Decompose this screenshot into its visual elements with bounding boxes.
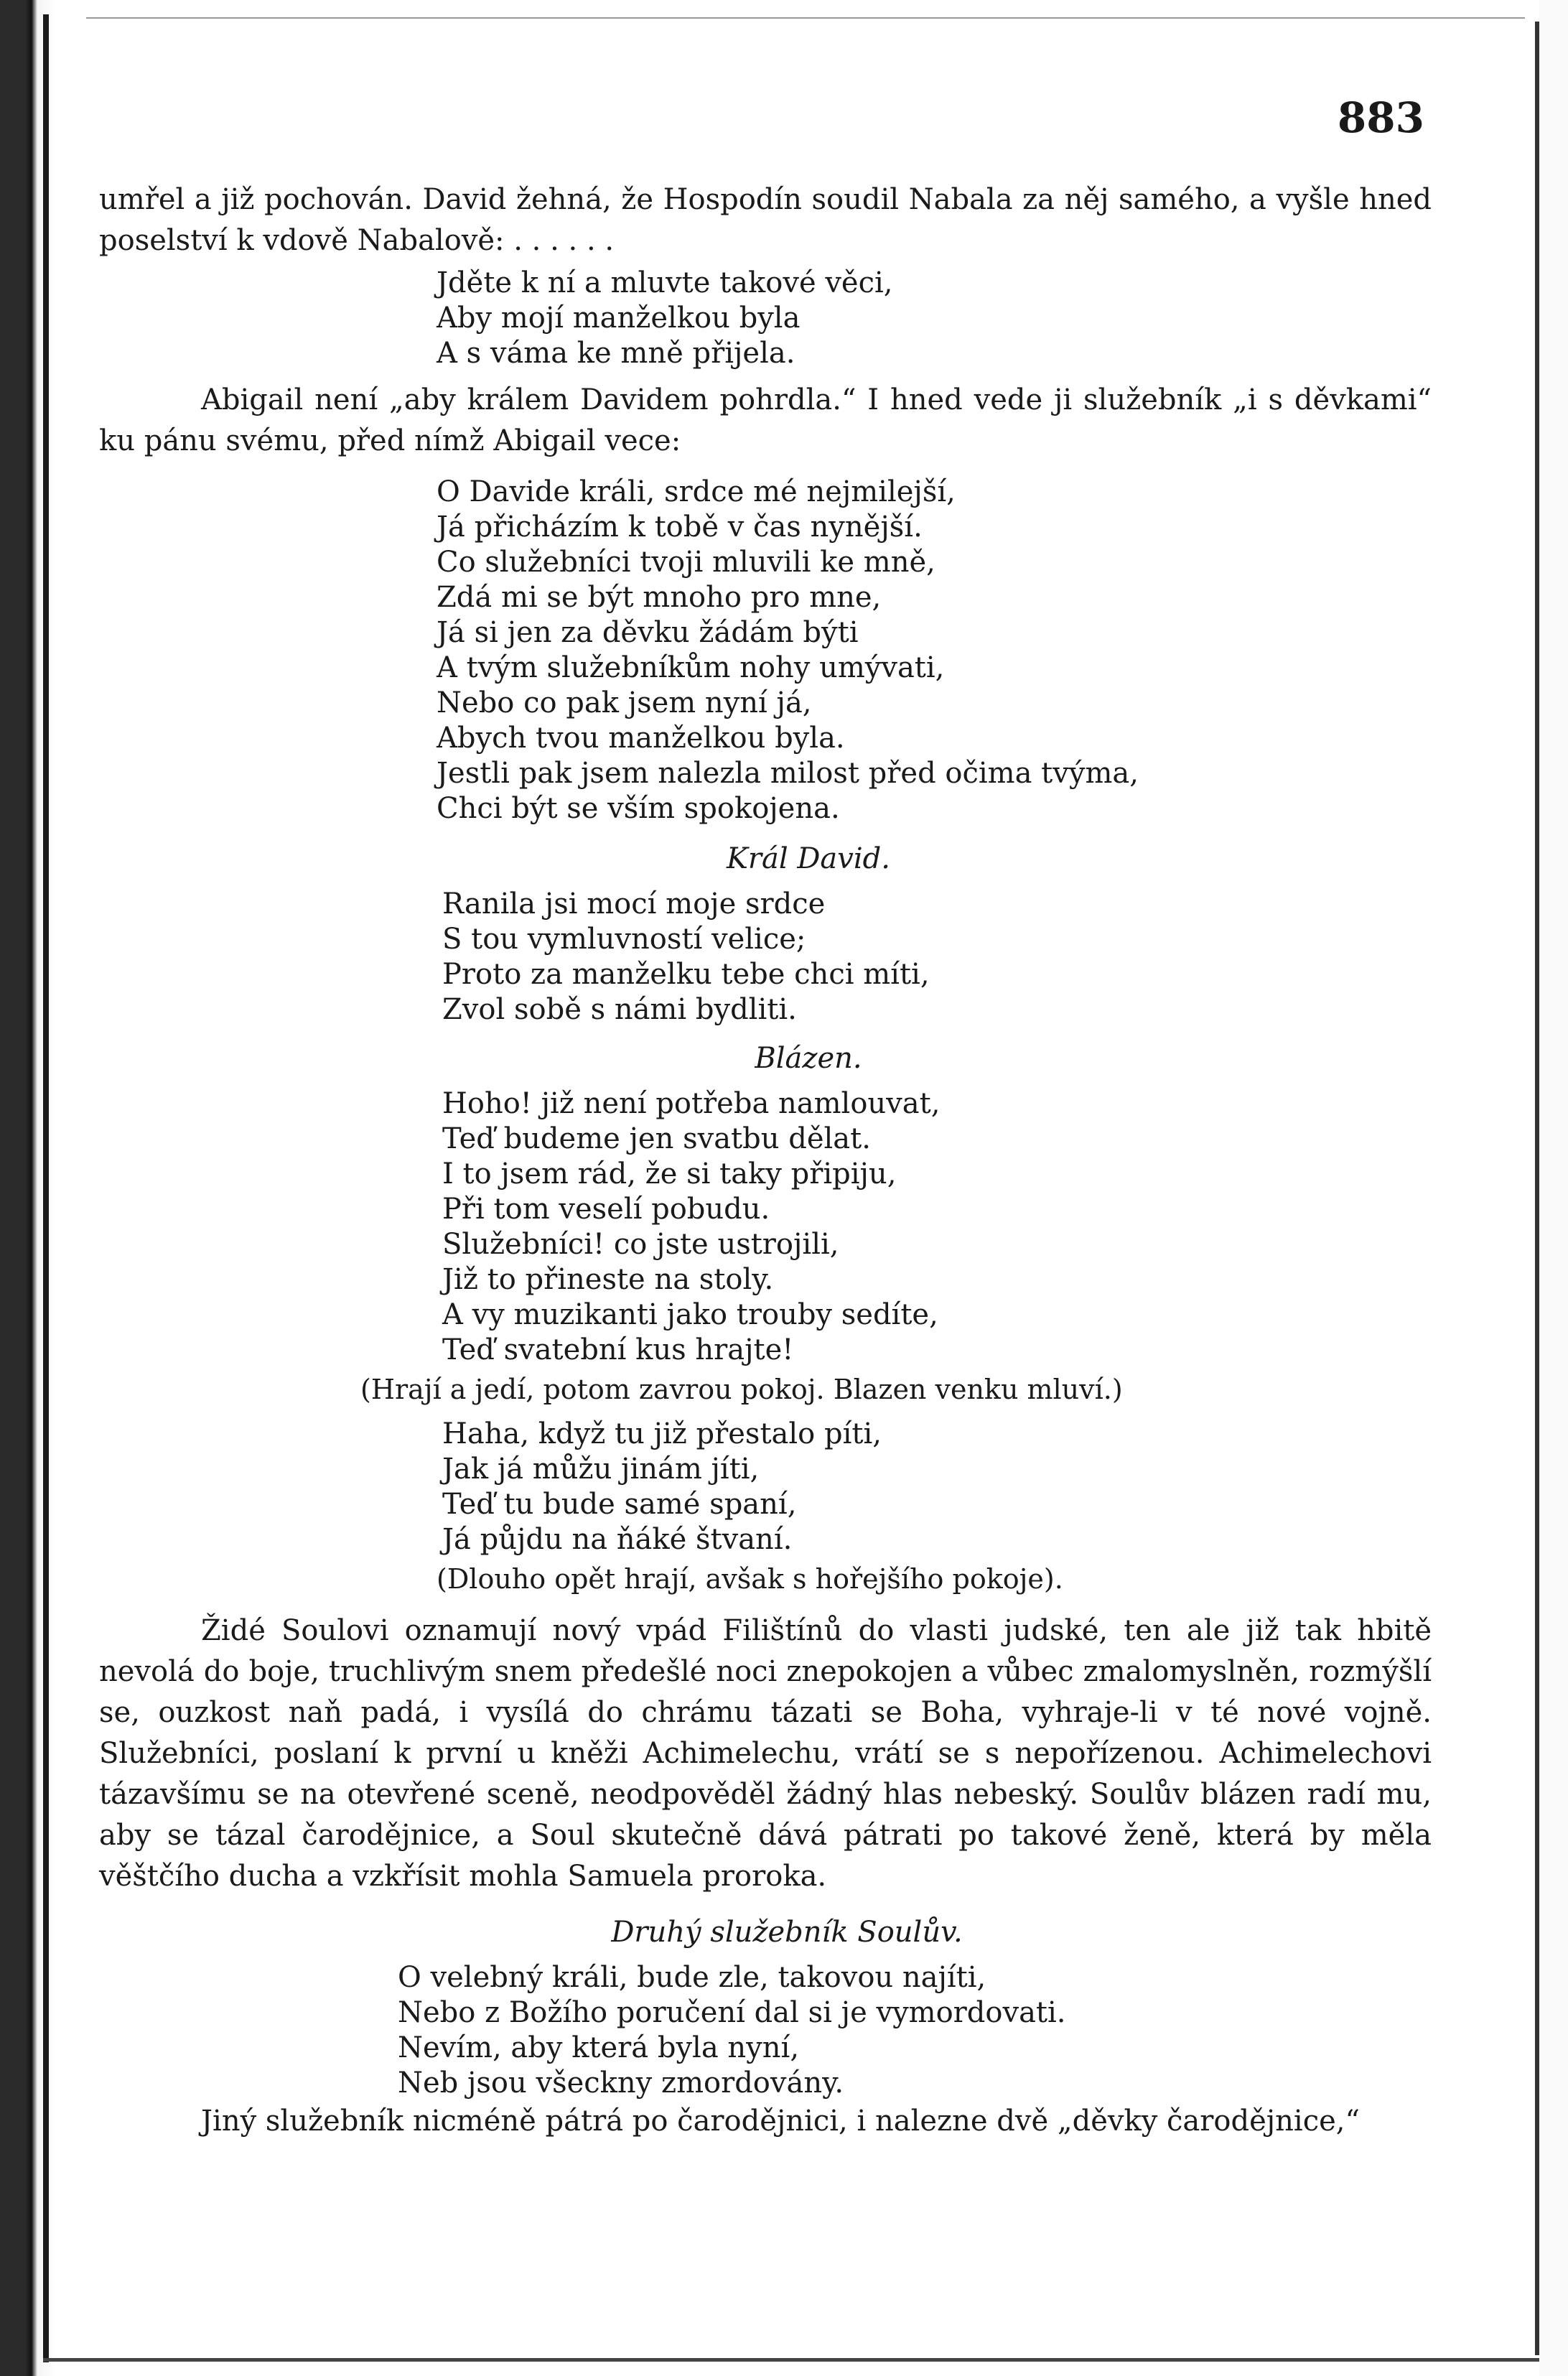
verse-line: Nebo co pak jsem nyní já, bbox=[437, 686, 812, 719]
scan-top-edge-line bbox=[86, 17, 1525, 19]
verse-line: Haha, když tu již přestalo píti, bbox=[442, 1417, 882, 1450]
stage-direction-feast: (Hrají a jedí, potom zavrou pokoj. Blazen venku mluví.) bbox=[360, 1374, 1123, 1405]
verse-line: Při tom veselí pobudu. bbox=[442, 1193, 770, 1226]
verse-block-blazen-1 bbox=[99, 1086, 1432, 1368]
verse-line: Jděte k ní a mluvte takové věci, bbox=[437, 266, 893, 299]
verse-line: Zvol sobě s námi bydliti. bbox=[442, 993, 797, 1026]
scan-left-edge-line bbox=[43, 14, 49, 2362]
verse-line: Služebníci! co jste ustrojili, bbox=[442, 1228, 839, 1261]
verse-line: A vy muzikanti jako trouby sedíte, bbox=[442, 1298, 938, 1331]
verse-block-abigail bbox=[99, 475, 1432, 826]
paragraph-soul: Židé Soulovi oznamují nový vpád Filištínů do vlasti judské, ten ale již tak hbitě nevolá do boje, truchlivým snem předešlé noci znepokojen a vůbec zmalomyslněn, rozmýšlí se, ouzkost naň padá, i vysílá do chrámu tázati se Boha, vyhraje-li v té nové vojně. Služebníci, poslaní k první u kněži Achimelechu, vrátí se s nepořízenou. Achimelechovi tázavšímu se na otevřené sceně, neodpověděl žádný hlas nebeský. Soulův blázen radí mu, aby se tázal čarodějnice, a Soul skutečně dává pátrati po takové ženě, která by měla věštčího ducha a vzkřísit mohla Samuela proroka. bbox=[99, 1614, 1432, 1893]
verse-line: Již to přineste na stoly. bbox=[442, 1263, 774, 1296]
scan-right-edge-line bbox=[1535, 22, 1539, 2355]
verse-line: Jak já můžu jinám jíti, bbox=[442, 1453, 760, 1486]
page-number: 883 bbox=[1337, 93, 1424, 142]
verse-line: O velebný králi, bude zle, takovou najíti, bbox=[398, 1961, 986, 1994]
verse-line: Co služebníci tvoji mluvili ke mně, bbox=[437, 546, 935, 579]
verse-block-sluzebnik bbox=[99, 1960, 1432, 2101]
verse-line: O Davide králi, srdce mé nejmilejší, bbox=[437, 475, 956, 508]
speaker-heading-druhy-sluzebnik: Druhý služebník Soulův. bbox=[611, 1916, 963, 1949]
verse-line: Teď svatební kus hrajte! bbox=[442, 1333, 794, 1366]
verse-line: Zdá mi se být mnoho pro mne, bbox=[437, 581, 882, 614]
verse-line: Hoho! již není potřeba namlouvat, bbox=[442, 1087, 941, 1120]
speaker-heading-blazen: Blázen. bbox=[755, 1042, 862, 1075]
verse-block-david bbox=[99, 887, 1432, 1028]
verse-line: Abych tvou manželkou byla. bbox=[437, 722, 845, 755]
paragraph-closing: Jiný služebník nicméně pátrá po čarodějnici, i nalezne dvě „děvky čarodějnice,“ bbox=[201, 2105, 1360, 2138]
paragraph-abigail: Abigail není „aby králem Davidem pohrdla.“ I hned vede ji služebník „i s děvkami“ ku pánu svému, před nímž Abigail vece: bbox=[99, 383, 1432, 457]
verse-line: Nebo z Božího poručení dal si je vymordovati. bbox=[398, 1996, 1066, 2029]
verse-line: S tou vymluvností velice; bbox=[442, 923, 806, 956]
verse-line: Teď tu bude samé spaní, bbox=[442, 1488, 797, 1521]
scan-bottom-edge-line bbox=[43, 2358, 1539, 2362]
paragraph-opening: umřel a již pochován. David žehná, že Hospodín soudil Nabala za něj samého, a vyšle hned poselství k vdově Nabalově: . . . . . . bbox=[99, 183, 1432, 257]
verse-block-blazen-2 bbox=[99, 1417, 1432, 1557]
verse-line: Aby mojí manželkou byla bbox=[437, 302, 801, 335]
verse-line: Já půjdu na ňáké štvaní. bbox=[442, 1523, 793, 1556]
verse-line: Proto za manželku tebe chci míti, bbox=[442, 958, 930, 991]
verse-line: Já si jen za děvku žádám býti bbox=[437, 616, 859, 649]
stage-direction-music: (Dlouho opět hrají, avšak s hořejšího pokoje). bbox=[437, 1563, 1063, 1595]
verse-line: Neb jsou všeckny zmordovány. bbox=[398, 2067, 844, 2100]
verse-line: Chci být se vším spokojena. bbox=[437, 792, 840, 825]
verse-line: Já přicházím k tobě v čas nynější. bbox=[437, 511, 923, 544]
verse-line: Teď budeme jen svatbu dělat. bbox=[442, 1122, 871, 1155]
verse-line: A tvým služebníkům nohy umývati, bbox=[437, 651, 945, 684]
speaker-heading-kral-david: Král David. bbox=[727, 842, 890, 875]
verse-block-messengers bbox=[99, 266, 1432, 371]
scan-right-margin bbox=[1539, 0, 1568, 2376]
verse-line: Nevím, aby která byla nyní, bbox=[398, 2031, 800, 2064]
verse-line: Jestli pak jsem nalezla milost před očima tvýma, bbox=[437, 757, 1139, 790]
verse-line: A s váma ke mně přijela. bbox=[437, 337, 795, 370]
verse-line: Ranila jsi mocí moje srdce bbox=[442, 887, 826, 921]
page-body bbox=[99, 180, 1432, 2142]
verse-line: I to jsem rád, že si taky připiju, bbox=[442, 1157, 897, 1191]
